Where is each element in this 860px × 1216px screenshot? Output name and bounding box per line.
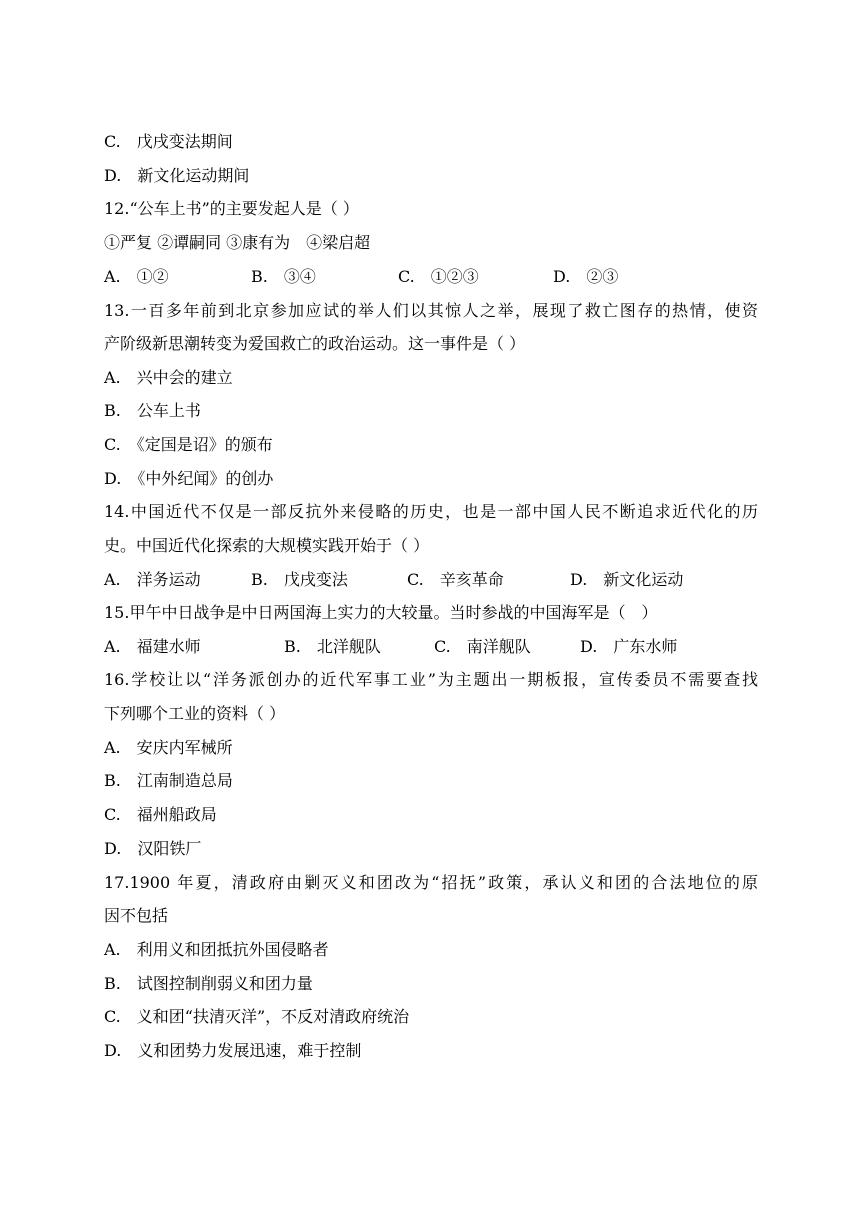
q14-option-d: D. 新文化运动 bbox=[570, 570, 684, 589]
q13-option-a: A. 兴中会的建立 bbox=[104, 368, 233, 387]
q17-stem-line2: 因不包括 bbox=[104, 906, 169, 925]
q13-stem-line1: 13.一百多年前到北京参加应试的举人们以其惊人之举，展现了救亡图存的热情，使资 bbox=[104, 301, 758, 320]
q13-option-c: C. 《定国是诏》的颁布 bbox=[104, 435, 273, 454]
q15-option-b: B. 北洋舰队 bbox=[284, 637, 381, 656]
q14-option-c: C. 辛亥革命 bbox=[407, 570, 504, 589]
q17-option-d: D. 义和团势力发展迅速，难于控制 bbox=[104, 1041, 362, 1060]
q12-option-a: A. ①② bbox=[104, 267, 169, 286]
q14-stem-line1: 14.中国近代不仅是一部反抗外来侵略的历史，也是一部中国人民不断追求近代化的历 bbox=[104, 502, 758, 521]
q14-option-b: B. 戊戌变法 bbox=[251, 570, 348, 589]
q17-option-a: A. 利用义和团抵抗外国侵略者 bbox=[104, 940, 329, 959]
q15-option-c: C. 南洋舰队 bbox=[434, 637, 531, 656]
q16-stem-line1: 16.学校让以“洋务派创办的近代军事工业”为主题出一期板报，宣传委员不需要查找 bbox=[104, 670, 758, 689]
q12-stem: 12.“公车上书”的主要发起人是（ ） bbox=[104, 199, 359, 218]
q15-stem: 15.甲午中日战争是中日两国海上实力的大较量。当时参战的中国海军是（ ） bbox=[104, 603, 658, 622]
q17-option-b: B. 试图控制削弱义和团力量 bbox=[104, 974, 313, 993]
q17-option-c: C. 义和团“扶清灭洋”，不反对清政府统治 bbox=[104, 1007, 410, 1026]
q11-option-d: D. 新文化运动期间 bbox=[104, 166, 250, 185]
q13-option-d: D. 《中外纪闻》的创办 bbox=[104, 469, 274, 488]
q13-stem-line2: 产阶级新思潮转变为爱国救亡的政治运动。这一事件是（ ） bbox=[104, 334, 526, 353]
q16-option-d: D. 汉阳铁厂 bbox=[104, 839, 202, 858]
q11-option-c: C. 戊戌变法期间 bbox=[104, 132, 233, 151]
q12-choices: ①严复 ②谭嗣同 ③康有为 ④梁启超 bbox=[104, 233, 371, 252]
q14-option-a: A. 洋务运动 bbox=[104, 570, 201, 589]
q16-option-a: A. 安庆内军械所 bbox=[104, 738, 233, 757]
q16-option-c: C. 福州船政局 bbox=[104, 805, 217, 824]
q15-option-a: A. 福建水师 bbox=[104, 637, 201, 656]
q16-stem-line2: 下列哪个工业的资料（ ） bbox=[104, 704, 286, 723]
q12-option-d: D. ②③ bbox=[553, 267, 619, 286]
q15-option-d: D. 广东水师 bbox=[580, 637, 678, 656]
q12-option-c: C. ①②③ bbox=[398, 267, 479, 286]
q16-option-b: B. 江南制造总局 bbox=[104, 771, 233, 790]
q12-option-b: B. ③④ bbox=[251, 267, 316, 286]
q14-stem-line2: 史。中国近代化探索的大规模实践开始于（ ） bbox=[104, 536, 430, 555]
q17-stem-line1: 17.1900 年夏，清政府由剿灭义和团改为“招抚”政策，承认义和团的合法地位的原 bbox=[104, 873, 758, 892]
q13-option-b: B. 公车上书 bbox=[104, 401, 201, 420]
